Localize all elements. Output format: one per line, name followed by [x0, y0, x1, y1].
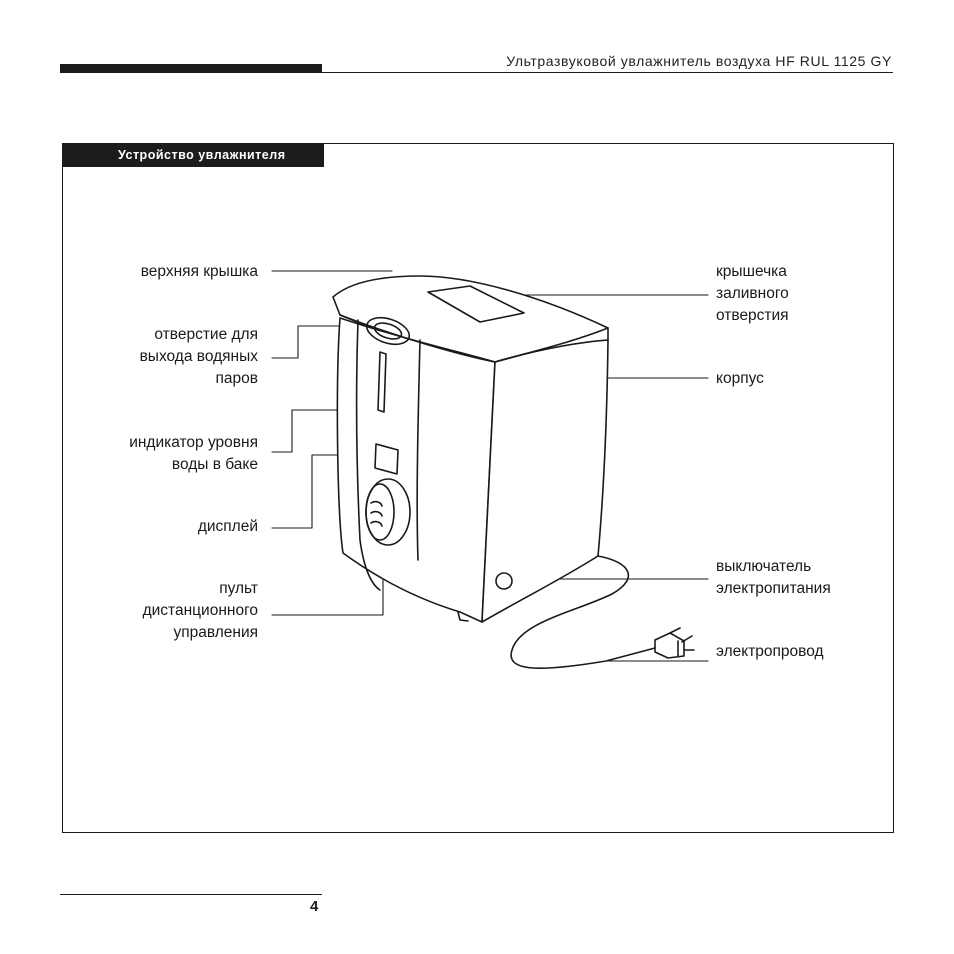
label-water-indicator: индикатор уровня воды в баке: [129, 434, 258, 473]
label-power-cord: электропровод: [716, 643, 824, 660]
label-display: дисплей: [197, 518, 258, 535]
label-fill-cap: крышечка заливного отверстия: [716, 263, 789, 324]
page-number: 4: [310, 898, 319, 915]
label-steam-outlet: отверстие для выхода водяных паров: [139, 326, 258, 387]
humidifier-body: [333, 276, 608, 622]
label-body: корпус: [716, 370, 764, 387]
label-top-cover: верхняя крышка: [140, 263, 258, 280]
footer-rule: [60, 894, 322, 895]
document-title: Ультразвуковой увлажнитель воздуха HF RUL 1125 GY: [506, 53, 892, 69]
plug-icon: [655, 628, 694, 658]
section-title: Устройство увлажнителя: [62, 143, 324, 167]
label-remote: пульт дистанционного управления: [142, 580, 258, 641]
label-power-switch: выключатель электропитания: [716, 558, 831, 597]
